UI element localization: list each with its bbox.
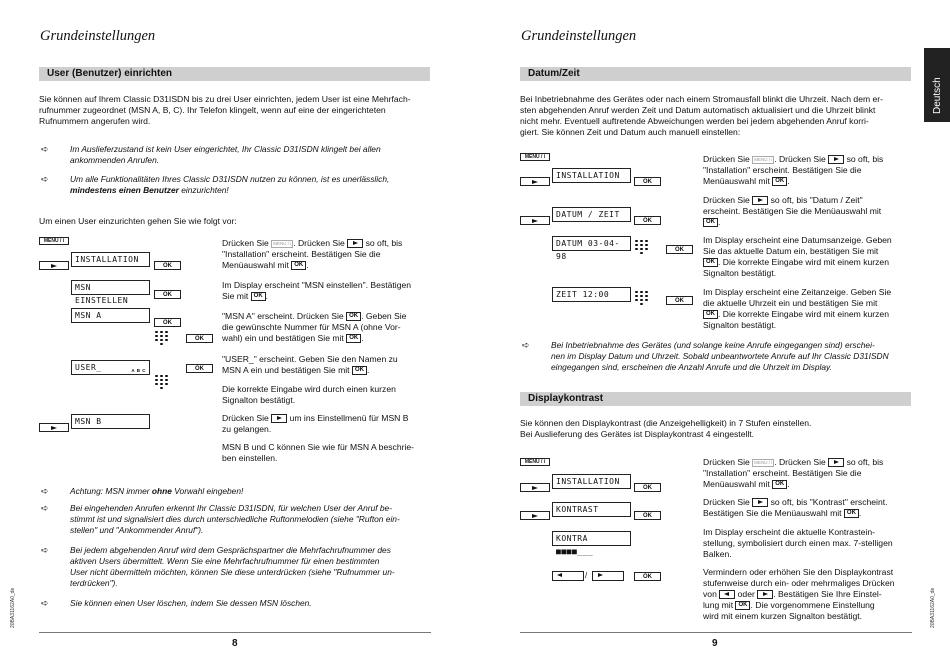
arrow-right-icon	[271, 414, 287, 423]
side-code-left: 20BA31162A0_de	[10, 587, 16, 628]
ok-key: OK	[186, 364, 213, 373]
ok-key: OK	[634, 216, 661, 225]
lead-text: Um einen User einzurichten gehen Sie wie folgt vor:	[39, 216, 237, 226]
ok-icon: OK	[251, 292, 266, 301]
note-inbetriebnahme: ➪ Bei Inbetriebnahme des Gerätes (und solange keine Anrufe eingegangen sind) erschei- nen im Display Datum und Uhrzeit. Sobald unbeantwortete Anrufe auf Ihr Classic D31ISDN eingegangen sind, erscheinen die Anzahl Anrufe und die Uhrzeit im Display.	[522, 340, 889, 372]
step-signal: Die korrekte Eingabe wird durch einen kurzen Signalton bestätigt.	[222, 384, 396, 405]
abc-indicator: A B C	[131, 368, 146, 373]
lcd-installation: INSTALLATION	[552, 168, 631, 183]
ok-icon: OK	[352, 366, 367, 375]
note-arrow-icon: ➪	[41, 144, 49, 154]
step-zeit: Im Display erscheint eine Zeitanzeige. Geben Sie die aktuelle Uhrzeit ein und bestätigen Sie mit OK . Die korrekte Eingabe wird mit einem kurzen Signalton bestätigt.	[703, 287, 892, 330]
arrow-right-key	[39, 423, 69, 432]
intro-datum-zeit: Bei Inbetriebnahme des Gerätes oder nach einem Stromausfall blinkt die Uhrzeit. Nach dem er- sten abgehenden Anruf werden Zeit und Datum automatisch aktualisiert und die Uhrzeit blinkt nicht mehr. Eventuell auftretende Abweichungen werden bei jedem abgehenden Anruf korri- giert. Sie können Zeit und Datum auch manuell einstellen:	[520, 94, 884, 137]
ok-key: OK	[186, 334, 213, 343]
lcd-kontrast: KONTRAST	[552, 502, 631, 517]
page-number-left: 8	[232, 638, 238, 649]
ok-key: OK	[634, 177, 661, 186]
menu-key: MENU / i	[520, 153, 550, 161]
arrow-right-key	[520, 177, 550, 186]
step-msn-einstellen: Im Display erscheint "MSN einstellen". Bestätigen Sie mit OK .	[222, 280, 412, 301]
arrow-right-key	[520, 483, 550, 492]
note-arrow-icon: ➪	[41, 174, 49, 184]
note-arrow-icon: ➪	[522, 340, 530, 350]
step-msn-a: "MSN A" erscheint. Drücken Sie OK . Geben Sie die gewünschte Nummer für MSN A (ohne Vor- wahl) ein und bestätigen Sie mit OK .	[222, 311, 407, 343]
ok-key: OK	[666, 245, 693, 254]
language-tab: Deutsch	[924, 48, 950, 122]
ok-key: OK	[634, 483, 661, 492]
step-msn-b: Drücken Sie um ins Einstellmenü für MSN B zu gelangen.	[222, 413, 409, 434]
arrow-right-icon	[347, 239, 363, 248]
contrast-keys	[552, 571, 632, 581]
arrow-right-icon	[828, 458, 844, 467]
lcd-msn-b: MSN B	[71, 414, 150, 429]
menu-button-icon: MENU / i	[273, 240, 292, 246]
note-arrow-icon: ➪	[41, 486, 49, 496]
lcd-datum: DATUM 03-04-98	[552, 236, 631, 251]
lcd-installation: INSTALLATION	[552, 474, 631, 489]
ok-icon: OK	[703, 258, 718, 267]
lcd-zeit: ZEIT 12:00	[552, 287, 631, 302]
section-header-datum-zeit: Datum/Zeit	[520, 67, 911, 81]
arrow-right-key	[520, 511, 550, 520]
note-arrow-icon: ➪	[41, 503, 49, 513]
key-separator: /	[585, 571, 588, 580]
note-outgoing: ➪ Bei jedem abgehenden Anruf wird dem Gesprächspartner die Mehrfachrufnummer des aktiven Users übermittelt. Wenn Sie eine Mehrfachrufnummer für einen bestimmten User nicht übermitteln möchten, können Sie diese unterdrücken (siehe "Rufnummer un- terdrücken").	[41, 545, 395, 588]
section-header-displaykontrast: Displaykontrast	[520, 392, 911, 406]
footer-rule-right	[520, 632, 912, 633]
ok-icon: OK	[346, 334, 361, 343]
step-kontrast-einstellen: Vermindern oder erhöhen Sie den Displaykontrast stufenweise durch ein- oder mehrmaliges Drücken von oder . Bestätigen Sie Ihre Einstel- lung mit OK . Die vorgenommene Einstellung wird mit einem kurzen Signalton bestätigt.	[703, 567, 895, 621]
arrow-right-key	[520, 216, 550, 225]
arrow-left-icon	[719, 590, 735, 599]
keypad-icon	[155, 375, 169, 388]
step-user-name: "USER_" erscheint. Geben Sie den Namen zu MSN A ein und bestätigen Sie mit OK .	[222, 354, 398, 375]
arrow-right-icon	[757, 590, 773, 599]
step-datum: Im Display erscheint eine Datumsanzeige. Geben Sie das aktuelle Datum ein, bestätigen Sie mit OK . Die korrekte Eingabe wird mit einem kurzen Signalton bestätigt.	[703, 235, 892, 278]
section-header-user: User (Benutzer) einrichten	[39, 67, 430, 81]
lcd-msn-a: MSN A	[71, 308, 150, 323]
step-msn-c: MSN B und C können Sie wie für MSN A beschrie- ben einstellen.	[222, 442, 415, 463]
menu-button-icon: MENU / i	[754, 156, 773, 162]
note-arrow-icon: ➪	[41, 598, 49, 608]
ok-icon: OK	[703, 310, 718, 319]
note-incoming: ➪ Bei eingehenden Anrufen erkennt Ihr Classic D31ISDN, für welchen User der Anruf be- stimmt ist und signalisiert dies durch unterschiedliche Ruftonmelodien (siehe "Rufton ein- stellen" und "Ankommender Anruf").	[41, 503, 400, 535]
step-kontrast-anzeige: Im Display erscheint die aktuelle Kontrastein- stellung, symbolisiert durch einen max. 7-stelligen Balken.	[703, 527, 893, 559]
intro-user: Sie können auf Ihrem Classic D31ISDN bis zu drei User einrichten, jedem User ist eine Mehrfach- rufnummer zugeordnet (MSN A, B, C). Ihr Telefon klingelt, wenn auf eine der eingerichteten Rufnummern angerufen wird.	[39, 94, 411, 126]
step-installation-kontrast: Drücken Sie MENU / i . Drücken Sie so oft, bis "Installation" erscheint. Bestätigen Sie die Menüauswahl mit OK .	[703, 457, 884, 489]
menu-key: MENU / i	[39, 237, 69, 245]
lcd-datum-zeit: DATUM / ZEIT	[552, 207, 631, 222]
ok-icon: OK	[735, 601, 750, 610]
step-installation: Drücken Sie MENU / i . Drücken Sie so oft, bis "Installation" erscheint. Bestätigen Sie die Menüauswahl mit OK .	[222, 238, 403, 270]
arrow-left-key	[552, 571, 584, 581]
ok-icon: OK	[772, 480, 787, 489]
arrow-right-icon	[752, 498, 768, 507]
lcd-installation: INSTALLATION	[71, 252, 150, 267]
lcd-kontrast-bar: KONTRA ■■■■___	[552, 531, 631, 546]
note-functionality: ➪ Um alle Funktionalitäten Ihres Classic D31ISDN nutzen zu können, ist es unerlässlich, mindestens einen Benutzer einzurichten!	[41, 174, 390, 195]
ok-key: OK	[154, 318, 181, 327]
keypad-icon	[635, 240, 649, 253]
step-datum-zeit: Drücken Sie so oft, bis "Datum / Zeit" erscheint. Bestätigen Sie die Menüauswahl mit OK .	[703, 195, 882, 227]
ok-icon: OK	[844, 509, 859, 518]
page-title-left: Grundeinstellungen	[40, 28, 156, 44]
ok-key: OK	[154, 290, 181, 299]
menu-button-icon: MENU / i	[754, 459, 773, 465]
note-no-prefix: ➪ Achtung: MSN immer ohne Vorwahl eingeben!	[41, 486, 244, 496]
ok-key: OK	[634, 572, 661, 581]
ok-key: OK	[154, 261, 181, 270]
ok-icon: OK	[703, 218, 718, 227]
arrow-right-icon	[828, 155, 844, 164]
keypad-icon	[635, 291, 649, 304]
keypad-icon	[155, 331, 169, 344]
side-code-right: 20BA31162A0_de	[930, 587, 936, 628]
page-number-right: 9	[712, 638, 718, 649]
lcd-user: USER_ A B C	[71, 360, 150, 375]
menu-key: MENU / i	[520, 458, 550, 466]
note-delete: ➪ Sie können einen User löschen, indem Sie dessen MSN löschen.	[41, 598, 312, 608]
step-installation-datum: Drücken Sie MENU / i . Drücken Sie so oft, bis "Installation" erscheint. Bestätigen Sie die Menüauswahl mit OK .	[703, 154, 884, 186]
step-kontrast: Drücken Sie so oft, bis "Kontrast" erscheint. Bestätigen Sie die Menüauswahl mit OK .	[703, 497, 888, 518]
note-arrow-icon: ➪	[41, 545, 49, 555]
arrow-right-key	[39, 261, 69, 270]
footer-rule-left	[39, 632, 431, 633]
ok-icon: OK	[346, 312, 361, 321]
note-default-state: ➪ Im Auslieferzustand ist kein User eingerichtet, Ihr Classic D31ISDN klingelt bei allen ankommenden Anrufen.	[41, 144, 381, 165]
ok-key: OK	[634, 511, 661, 520]
arrow-right-icon	[752, 196, 768, 205]
ok-key: OK	[666, 296, 693, 305]
arrow-right-key	[592, 571, 624, 581]
intro-displaykontrast: Sie können den Displaykontrast (die Anzeigehelligkeit) in 7 Stufen einstellen. Bei Auslieferung des Gerätes ist Displaykontrast 4 eingestellt.	[520, 418, 812, 439]
lcd-msn-einstellen: MSN EINSTELLEN	[71, 280, 150, 295]
ok-icon: OK	[772, 177, 787, 186]
page-title-right: Grundeinstellungen	[521, 28, 637, 44]
ok-icon: OK	[291, 261, 306, 270]
